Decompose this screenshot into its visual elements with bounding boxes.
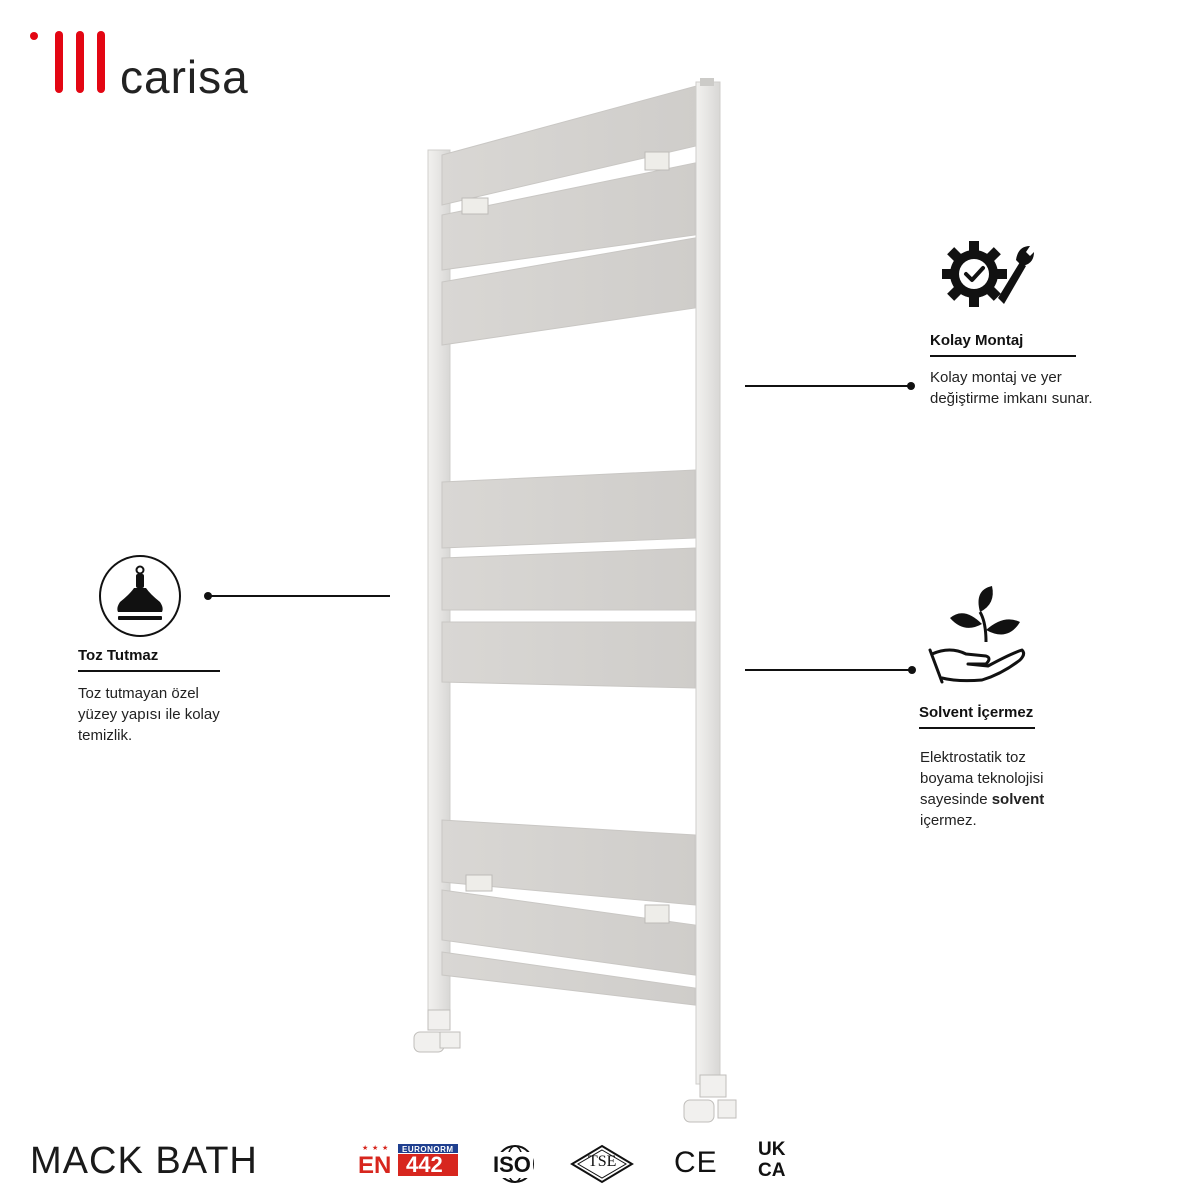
svg-text:★: ★ [362,1145,369,1152]
iso-label: ISO [493,1152,531,1177]
ce-label: CE [674,1146,718,1179]
description-line: temizlik. [78,727,133,744]
description-line: boyama teknolojisi [920,770,1044,787]
description-line: içermez. [920,812,977,829]
duster-brush-icon [98,554,182,638]
svg-text:★: ★ [382,1145,389,1152]
description-text: sayesinde [920,791,992,808]
description-emphasis: solvent [991,791,1045,808]
callout-dot [908,666,916,674]
gear-wrench-check-icon [942,240,1036,308]
en-442-cert-badge [358,1140,460,1186]
feature-solvent [919,704,1035,729]
svg-text:★: ★ [372,1145,379,1152]
feature-description [920,747,1140,831]
tse-label: TSE [588,1153,617,1170]
feature-title: Solvent İçermez [919,704,1035,729]
description-line: değiştirme imkanı sunar. [930,390,1093,407]
ukca-cert-badge [758,1140,804,1186]
euronorm-label: EURONORM [402,1145,454,1154]
en-number: 442 [406,1152,443,1177]
iso-cert-badge [488,1140,542,1186]
callout-dot [907,382,915,390]
hand-plant-leaves-icon [928,584,1028,690]
feature-toz-tutmaz [78,647,220,672]
feature-title: Kolay Montaj [930,332,1076,357]
description-line: Kolay montaj ve yer [930,369,1062,386]
description-line: yüzey yapısı ile kolay [78,706,220,723]
ce-cert-badge [672,1140,720,1186]
description-line: Elektrostatik toz [920,749,1026,766]
feature-description [78,683,298,746]
callout-line [210,595,390,597]
feature-description [930,367,1160,409]
tse-cert-badge [568,1140,636,1186]
description-line [920,789,1140,810]
feature-kolay-montaj [930,332,1076,357]
towel-radiator-image [400,70,760,1140]
callout-line [745,385,911,387]
ukca-label-line2: CA [758,1160,786,1181]
callout-line [745,669,911,671]
brand-logo [28,28,288,103]
description-line: Toz tutmayan özel [78,685,199,702]
feature-title: Toz Tutmaz [78,647,220,672]
carisa-bars-logo-icon [28,28,118,98]
ukca-label-line1: UK [758,1139,786,1160]
brand-name: carisa [120,51,249,103]
product-model-name: MACK BATH [30,1140,258,1182]
en-label: EN [358,1152,392,1179]
